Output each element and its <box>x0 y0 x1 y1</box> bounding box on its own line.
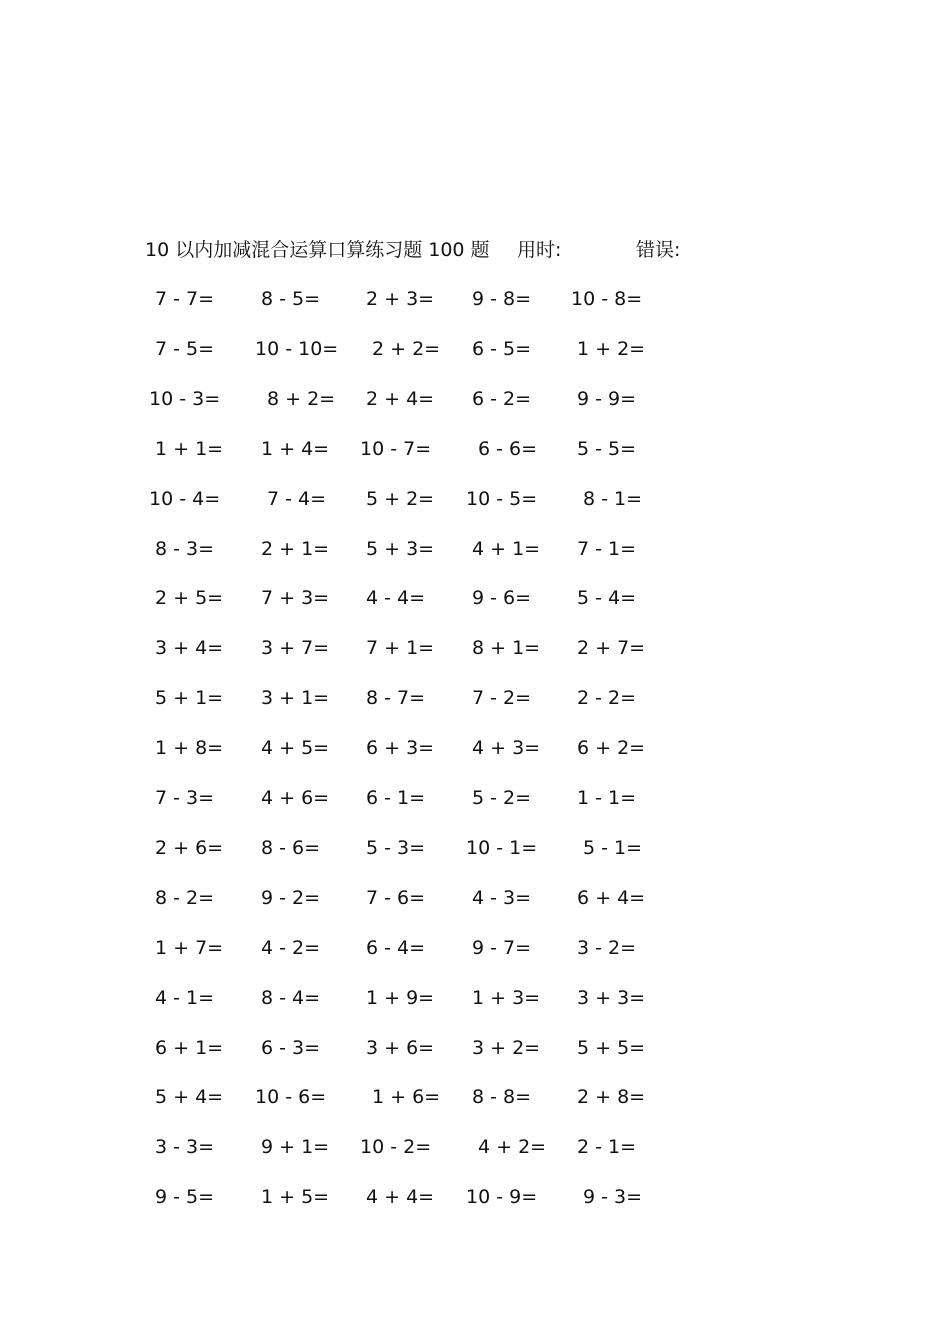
math-problem: 3 - 2= <box>577 937 637 959</box>
math-problem: 4 + 3= <box>472 737 541 759</box>
time-label: 用时: <box>517 239 562 261</box>
math-problem: 2 + 5= <box>155 587 224 609</box>
math-problem: 6 - 2= <box>472 388 532 410</box>
math-problem: 4 + 1= <box>472 538 541 560</box>
errors-label: 错误: <box>636 239 681 261</box>
math-problem: 4 - 1= <box>155 987 215 1009</box>
math-problem: 8 - 5= <box>261 288 321 310</box>
math-problem: 7 - 5= <box>155 338 215 360</box>
math-problem: 1 + 9= <box>366 987 435 1009</box>
math-problem: 6 + 1= <box>155 1037 224 1059</box>
math-problem: 4 - 2= <box>261 937 321 959</box>
math-problem: 10 - 6= <box>255 1086 327 1108</box>
math-problem: 10 - 9= <box>466 1186 538 1208</box>
math-problem: 8 - 4= <box>261 987 321 1009</box>
math-problem: 4 + 4= <box>366 1186 435 1208</box>
math-problem: 7 - 4= <box>267 488 327 510</box>
math-problem: 7 - 2= <box>472 687 532 709</box>
math-problem: 8 - 7= <box>366 687 426 709</box>
math-problem: 1 + 6= <box>372 1086 441 1108</box>
math-problem: 10 - 7= <box>360 438 432 460</box>
math-problem: 9 - 2= <box>261 887 321 909</box>
math-problem: 9 - 9= <box>577 388 637 410</box>
math-problem: 6 + 3= <box>366 737 435 759</box>
math-problem: 6 + 4= <box>577 887 646 909</box>
math-problem: 7 + 3= <box>261 587 330 609</box>
math-problem: 4 + 6= <box>261 787 330 809</box>
math-problem: 3 + 4= <box>155 637 224 659</box>
math-problem: 9 - 7= <box>472 937 532 959</box>
math-problem: 9 - 8= <box>472 288 532 310</box>
math-problem: 1 + 2= <box>577 338 646 360</box>
math-problem: 5 + 3= <box>366 538 435 560</box>
math-problem: 4 + 5= <box>261 737 330 759</box>
math-problem: 6 - 4= <box>366 937 426 959</box>
math-problem: 2 + 8= <box>577 1086 646 1108</box>
math-problem: 10 - 10= <box>255 338 339 360</box>
math-problem: 8 + 2= <box>267 388 336 410</box>
math-problem: 1 + 3= <box>472 987 541 1009</box>
math-problem: 2 + 2= <box>372 338 441 360</box>
math-problem: 1 + 7= <box>155 937 224 959</box>
math-problem: 9 - 5= <box>155 1186 215 1208</box>
math-problem: 5 - 2= <box>472 787 532 809</box>
math-problem: 7 - 1= <box>577 538 637 560</box>
math-problem: 2 - 1= <box>577 1136 637 1158</box>
math-problem: 5 + 5= <box>577 1037 646 1059</box>
math-problem: 5 + 4= <box>155 1086 224 1108</box>
math-problem: 3 + 2= <box>472 1037 541 1059</box>
math-problem: 6 - 6= <box>478 438 538 460</box>
math-problem: 2 + 7= <box>577 637 646 659</box>
math-problem: 9 - 6= <box>472 587 532 609</box>
math-problem: 2 + 4= <box>366 388 435 410</box>
math-problem: 2 + 6= <box>155 837 224 859</box>
math-problem: 10 - 1= <box>466 837 538 859</box>
math-problem: 10 - 2= <box>360 1136 432 1158</box>
math-problem: 1 - 1= <box>577 787 637 809</box>
math-problem: 5 - 4= <box>577 587 637 609</box>
math-problem: 7 - 3= <box>155 787 215 809</box>
math-problem: 4 - 4= <box>366 587 426 609</box>
math-problem: 8 - 8= <box>472 1086 532 1108</box>
math-problem: 8 - 6= <box>261 837 321 859</box>
math-problem: 10 - 8= <box>571 288 643 310</box>
math-problem: 8 + 1= <box>472 637 541 659</box>
math-problem: 5 + 2= <box>366 488 435 510</box>
math-problem: 3 + 6= <box>366 1037 435 1059</box>
math-problem: 10 - 3= <box>149 388 221 410</box>
math-problem: 2 - 2= <box>577 687 637 709</box>
math-problem: 4 + 2= <box>478 1136 547 1158</box>
math-problem: 6 + 2= <box>577 737 646 759</box>
math-problem: 5 + 1= <box>155 687 224 709</box>
math-problem: 3 - 3= <box>155 1136 215 1158</box>
math-problem: 6 - 1= <box>366 787 426 809</box>
math-problem: 1 + 8= <box>155 737 224 759</box>
math-problem: 1 + 4= <box>261 438 330 460</box>
math-problem: 7 - 7= <box>155 288 215 310</box>
math-problem: 3 + 7= <box>261 637 330 659</box>
math-problem: 10 - 4= <box>149 488 221 510</box>
math-problem: 5 - 5= <box>577 438 637 460</box>
math-problem: 8 - 2= <box>155 887 215 909</box>
math-problem: 3 + 1= <box>261 687 330 709</box>
math-problem: 8 - 3= <box>155 538 215 560</box>
worksheet-title: 10 以内加减混合运算口算练习题 100 题 <box>145 239 490 261</box>
math-problem: 1 + 5= <box>261 1186 330 1208</box>
math-problem: 6 - 3= <box>261 1037 321 1059</box>
math-problem: 2 + 1= <box>261 538 330 560</box>
math-problem: 2 + 3= <box>366 288 435 310</box>
math-problem: 5 - 3= <box>366 837 426 859</box>
math-problem: 8 - 1= <box>583 488 643 510</box>
math-problem: 1 + 1= <box>155 438 224 460</box>
math-problem: 4 - 3= <box>472 887 532 909</box>
math-problem: 7 - 6= <box>366 887 426 909</box>
math-problem: 6 - 5= <box>472 338 532 360</box>
math-problem: 7 + 1= <box>366 637 435 659</box>
math-problem: 9 - 3= <box>583 1186 643 1208</box>
math-problem: 3 + 3= <box>577 987 646 1009</box>
math-problem: 10 - 5= <box>466 488 538 510</box>
math-problem: 5 - 1= <box>583 837 643 859</box>
math-problem: 9 + 1= <box>261 1136 330 1158</box>
